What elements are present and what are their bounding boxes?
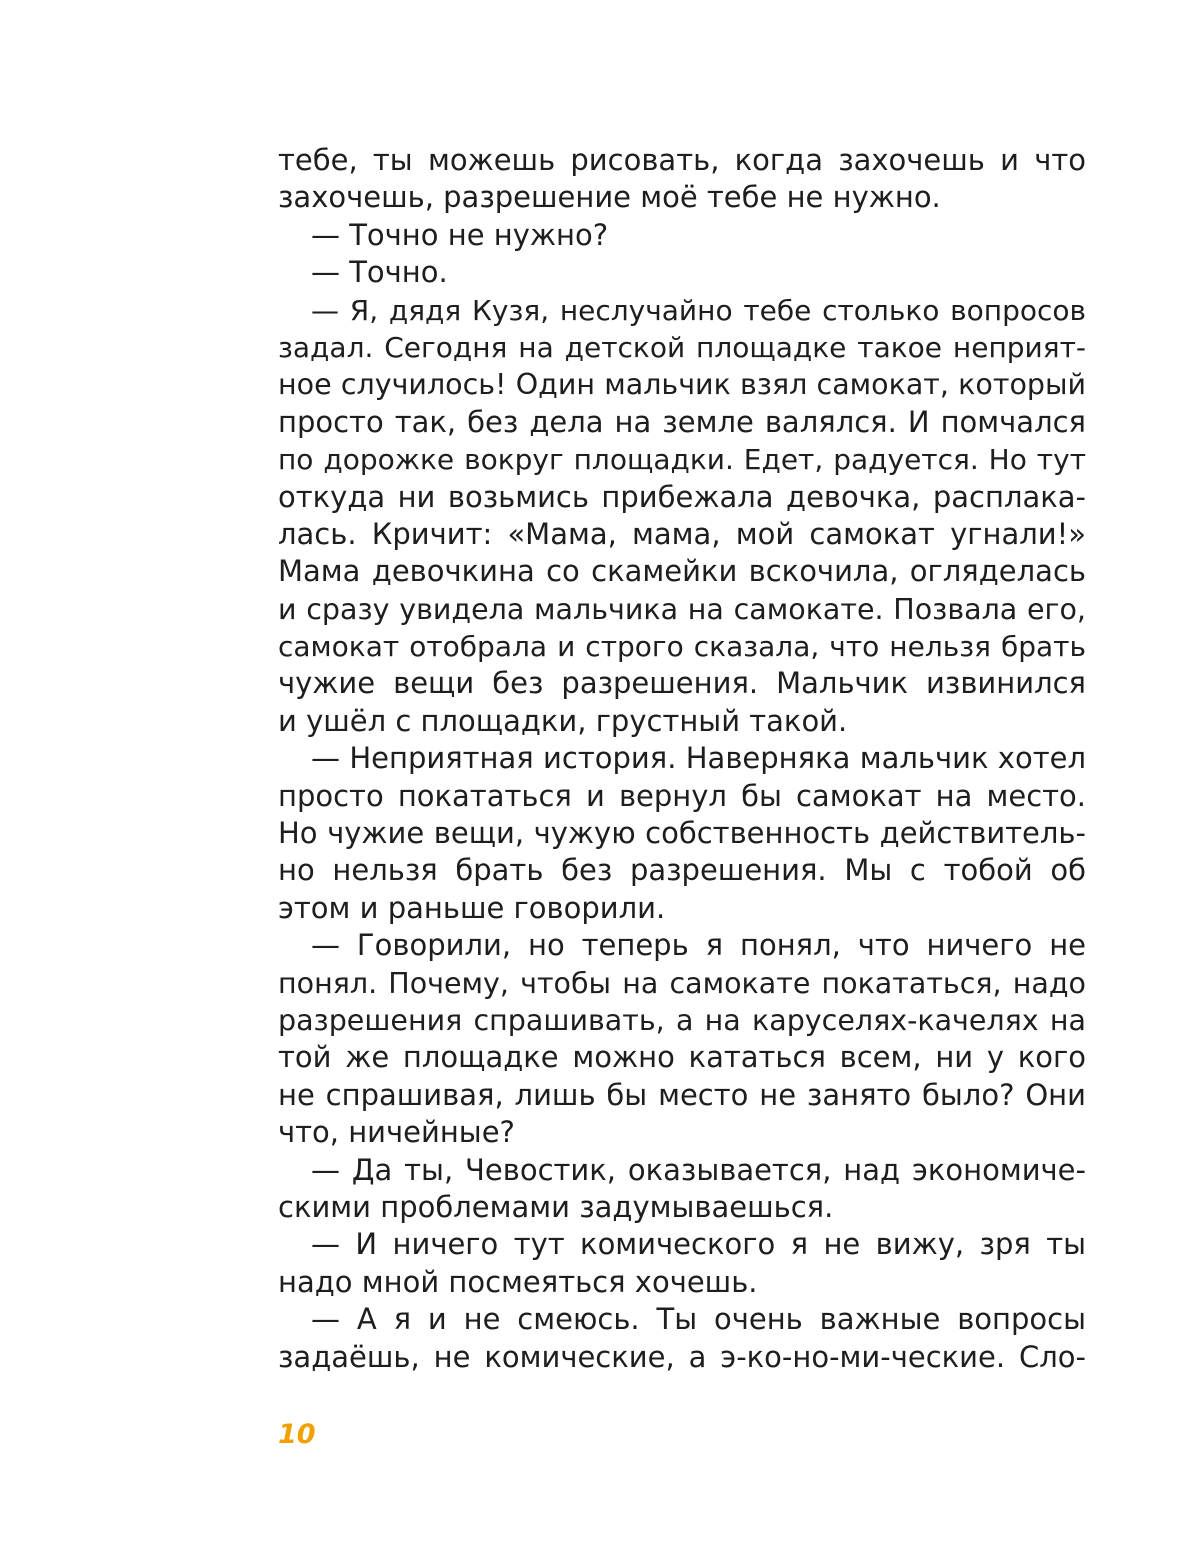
text-line: надо мной посмеяться хочешь.	[278, 1264, 758, 1299]
text-line: — Да ты, Чевостик, оказывается, над экономиче-	[311, 1152, 1086, 1187]
text-line: Но чужие вещи, чужую собственность действитель-	[278, 816, 1086, 851]
text-line: скими проблемами задумываешься.	[278, 1189, 834, 1224]
text-line: — Я, дядя Кузя, неслучайно тебе столько вопросов	[311, 293, 1086, 327]
text-line: — Точно.	[311, 255, 448, 290]
text-line: просто покататься и вернул бы самокат на место.	[278, 778, 1086, 813]
text-line: Мама девочкина со скамейки вскочила, огляделась	[278, 554, 1086, 589]
text-line: не спрашивая, лишь бы место не занято было? Они	[278, 1077, 1086, 1112]
text-line: и ушёл с площадки, грустный такой.	[278, 703, 848, 738]
text-line: тебе, ты можешь рисовать, когда захочешь и что	[278, 143, 1086, 177]
text-line: просто так, без дела на земле валялся. И помчался	[278, 404, 1086, 439]
text-line: — И ничего тут комического я не вижу, зря ты	[311, 1227, 1086, 1262]
text-line: — Точно не нужно?	[311, 217, 609, 252]
text-line: — Говорили, но теперь я понял, что ничего не	[311, 928, 1086, 963]
text-line: но нельзя брать без разрешения. Мы с тобой об	[278, 853, 1086, 888]
text-line: — А я и не смеюсь. Ты очень важные вопросы	[311, 1302, 1086, 1337]
text-line: откуда ни возьмись прибежала девочка, расплака-	[278, 479, 1086, 514]
page-number: 10	[278, 1419, 316, 1450]
text-line: задаёшь, не комические, а э-ко-но-ми-ческие. Сло-	[278, 1339, 1086, 1374]
text-line: ное случилось! Один мальчик взял самокат, который	[278, 368, 1086, 402]
text-line: по дорожке вокруг площадки. Едет, радуется. Но тут	[278, 443, 1086, 477]
text-line: — Неприятная история. Наверняка мальчик хотел	[311, 741, 1086, 776]
page-body-text	[278, 142, 1086, 1376]
text-line: разрешения спрашивать, а на каруселях-качелях на	[278, 1003, 1086, 1037]
text-line: этом и раньше говорили.	[278, 890, 666, 925]
text-line: что, ничейные?	[278, 1115, 515, 1150]
text-line: понял. Почему, чтобы на самокате покататься, надо	[278, 966, 1086, 1000]
text-line: задал. Сегодня на детской площадке такое неприят-	[278, 330, 1086, 364]
text-line: захочешь, разрешение моё тебе не нужно.	[278, 180, 941, 215]
text-line: и сразу увидела мальчика на самокате. Позвала его,	[278, 592, 1086, 626]
text-line: той же площадке можно кататься всем, ни у кого	[278, 1040, 1086, 1075]
text-line: лась. Кричит: «Мама, мама, мой самокат угнали!»	[278, 516, 1086, 551]
text-line: чужие вещи без разрешения. Мальчик извинился	[278, 666, 1086, 701]
text-line: самокат отобрала и строго сказала, что нельзя брать	[278, 630, 1086, 664]
